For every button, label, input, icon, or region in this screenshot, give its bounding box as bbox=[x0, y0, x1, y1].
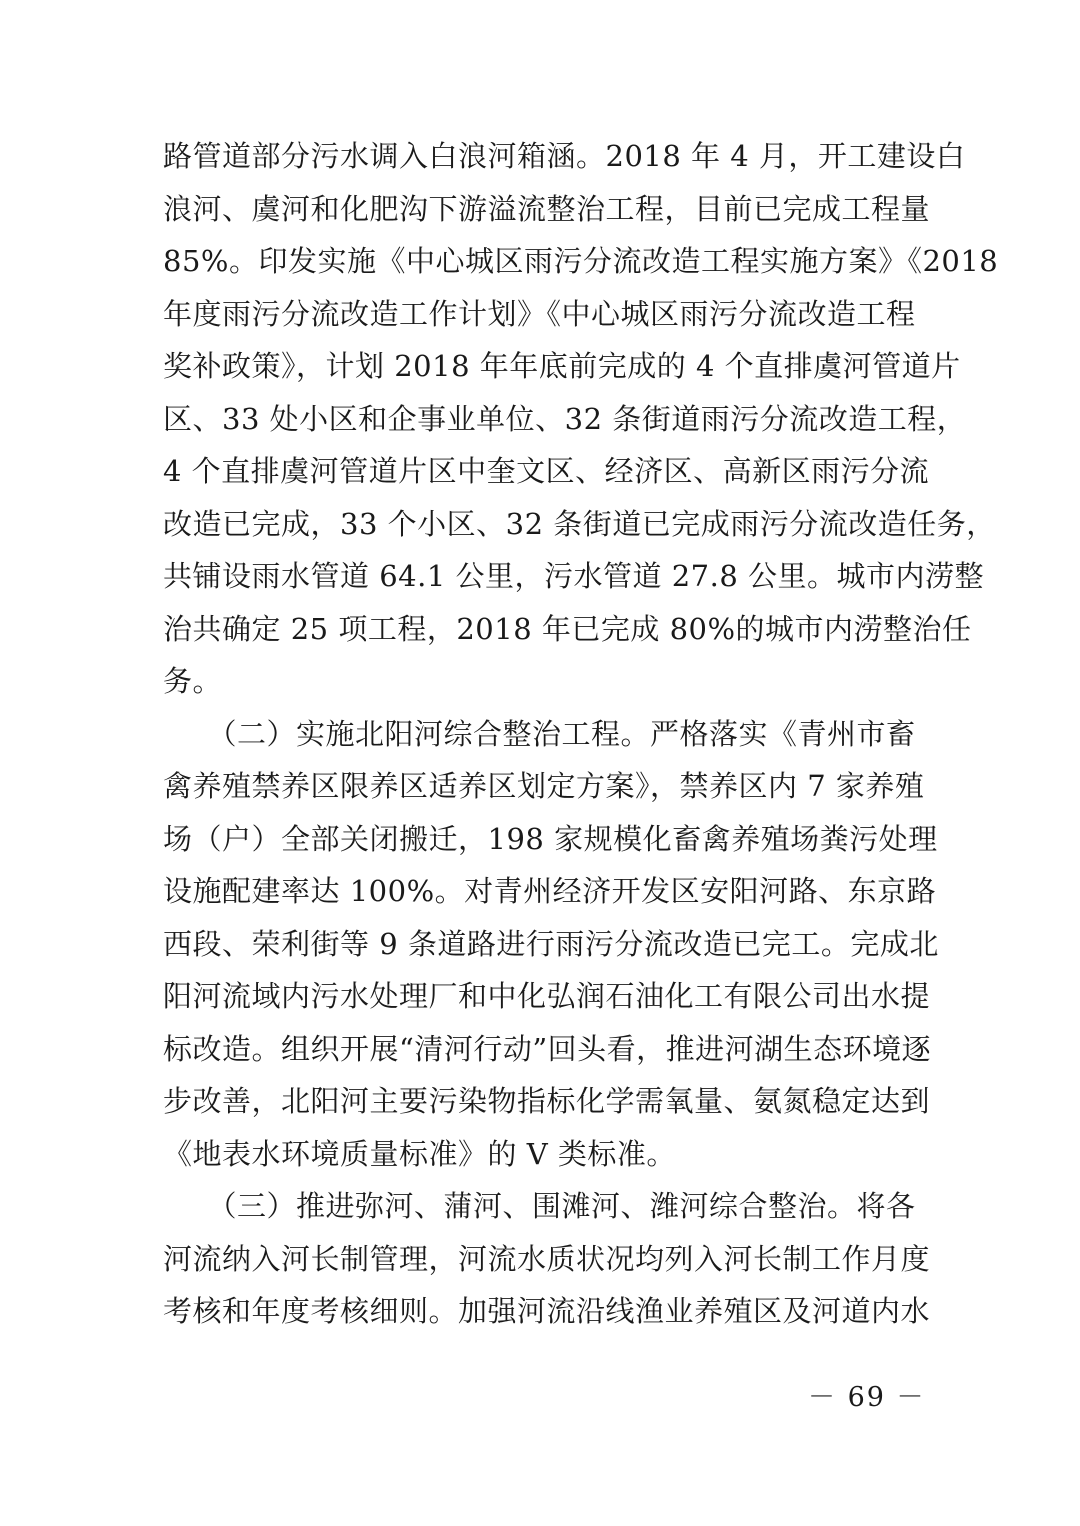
text-line: 标改造。组织开展“清河行动”回头看，推进河湖生态环境逐 bbox=[163, 1031, 932, 1066]
text-line: 改造已完成，33 个小区、32 条街道已完成雨污分流改造任务， bbox=[163, 506, 996, 541]
text-line: 考核和年度考核细则。加强河流沿线渔业养殖区及河道内水 bbox=[163, 1294, 931, 1328]
text-line: 阳河流域内污水处理厂和中化弘润石油化工有限公司出水提 bbox=[163, 979, 931, 1013]
text-line: 《地表水环境质量标准》的 V 类标准。 bbox=[163, 1136, 676, 1171]
text-line: 河流纳入河长制管理，河流水质状况均列入河长制工作月度 bbox=[163, 1241, 931, 1276]
text-line: 西段、荣利街等 9 条道路进行雨污分流改造已完工。完成北 bbox=[163, 926, 939, 961]
text-line: 奖补政策》，计划 2018 年年底前完成的 4 个直排虞河管道片 bbox=[163, 349, 961, 383]
text-line: 设施配建率达 100%。对青州经济开发区安阳河路、东京路 bbox=[163, 874, 937, 908]
text-line: 区、33 处小区和企事业单位、32 条街道雨污分流改造工程， bbox=[163, 401, 967, 436]
text-line: 步改善，北阳河主要污染物指标化学需氧量、氨氮稳定达到 bbox=[163, 1084, 931, 1118]
body-text bbox=[163, 130, 999, 1338]
text-line: 路管道部分污水调入白浪河箱涵。2018 年 4 月，开工建设白 bbox=[163, 139, 966, 173]
text-line: 85%。印发实施《中心城区雨污分流改造工程实施方案》《2018 bbox=[163, 244, 999, 278]
text-line: 治共确定 25 项工程，2018 年已完成 80%的城市内涝整治任 bbox=[163, 611, 972, 646]
text-line: 年度雨污分流改造工作计划》《中心城区雨污分流改造工程 bbox=[163, 296, 916, 331]
page-number: － 69 － bbox=[808, 1382, 926, 1413]
text-line: 4 个直排虞河管道片区中奎文区、经济区、高新区雨污分流 bbox=[163, 454, 930, 488]
text-line: （二）实施北阳河综合整治工程。严格落实《青州市畜 bbox=[163, 716, 916, 751]
text-line: 共铺设雨水管道 64.1 公里，污水管道 27.8 公里。城市内涝整 bbox=[163, 559, 985, 593]
text-line: 务。 bbox=[163, 664, 223, 698]
text-line: （三）推进弥河、蒲河、围滩河、潍河综合整治。将各 bbox=[163, 1189, 916, 1223]
text-line: 浪河、虞河和化肥沟下游溢流整治工程，目前已完成工程量 bbox=[163, 191, 931, 226]
text-line: 场（户）全部关闭搬迁，198 家规模化畜禽养殖场粪污处理 bbox=[163, 821, 938, 856]
text-line: 禽养殖禁养区限养区适养区划定方案》，禁养区内 7 家养殖 bbox=[163, 769, 925, 803]
